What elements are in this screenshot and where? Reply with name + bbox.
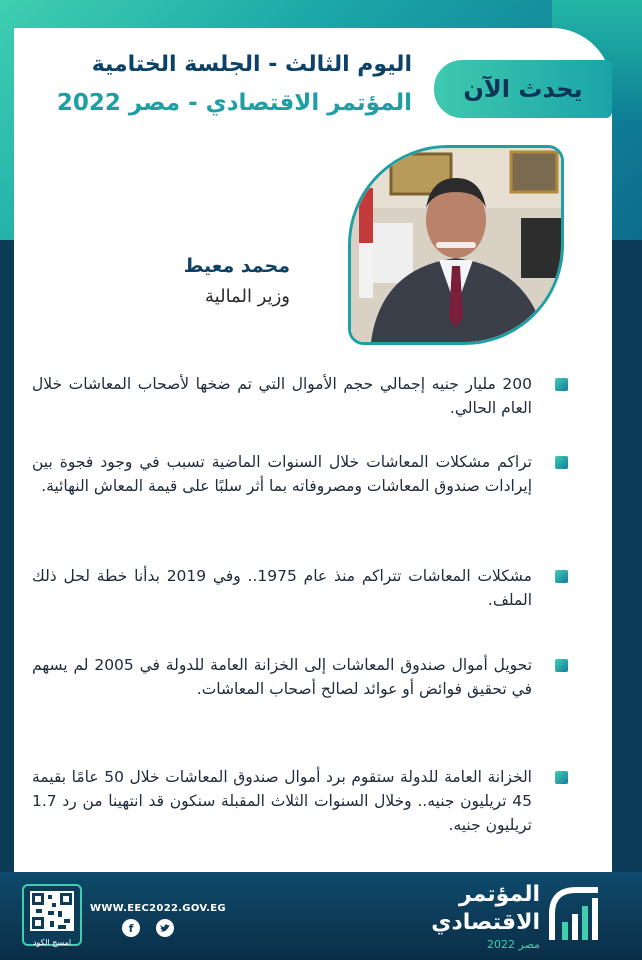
speaker-role: وزير المالية [205, 286, 290, 307]
bullet-marker [555, 378, 568, 391]
footer-bar [0, 872, 642, 960]
list-item: تراكم مشكلات المعاشات خلال السنوات الماضية تسبب في وجود فجوة بين إيرادات صندوق المعاشات ومصروفاته بما أثر سلبًا على قيمة المعاش النهائية. [32, 453, 532, 495]
list-item: الخزانة العامة للدولة ستقوم برد أموال صندوق المعاشات خلال 50 عامًا بقيمة 45 تريليون جنيه.. وخلال السنوات الثلاث المقبلة سنكون قد انتهينا من رد 1.7 تريليون جنيه. [32, 768, 532, 834]
logo-text-line2: الاقتصادي [431, 910, 540, 935]
qr-code[interactable] [22, 884, 82, 946]
list-item: مشكلات المعاشات تتراكم منذ عام 1975.. وفي 2019 بدأنا خطة لحل ذلك الملف. [32, 567, 532, 609]
bullet-marker [555, 659, 568, 672]
conference-logo-icon [548, 884, 602, 944]
speaker-photo [348, 145, 564, 345]
qr-label: امسح الكود [32, 938, 72, 947]
now-speaking-tag: يحدث الآن [434, 60, 612, 118]
website-link[interactable]: WWW.EEC2022.GOV.EG [90, 903, 226, 914]
facebook-icon[interactable]: f [122, 919, 140, 937]
bullet-marker [555, 771, 568, 784]
speaker-name: محمد معيط [183, 255, 290, 277]
logo-text-line1: المؤتمر [458, 882, 540, 907]
bullet-marker [555, 570, 568, 583]
list-item: 200 مليار جنيه إجمالي حجم الأموال التي تم ضخها لأصحاب المعاشات خلال العام الحالي. [32, 375, 532, 417]
session-title: اليوم الثالث - الجلسة الختامية [91, 52, 412, 77]
twitter-icon[interactable] [156, 919, 174, 937]
conference-title: المؤتمر الاقتصادي - مصر 2022 [56, 90, 412, 116]
logo-text-line3: مصر 2022 [487, 938, 540, 951]
bullet-marker [555, 456, 568, 469]
list-item: تحويل أموال صندوق المعاشات إلى الخزانة العامة للدولة في 2005 لم يسهم في تحقيق فوائض أو عوائد لصالح أصحاب المعاشات. [32, 656, 533, 698]
